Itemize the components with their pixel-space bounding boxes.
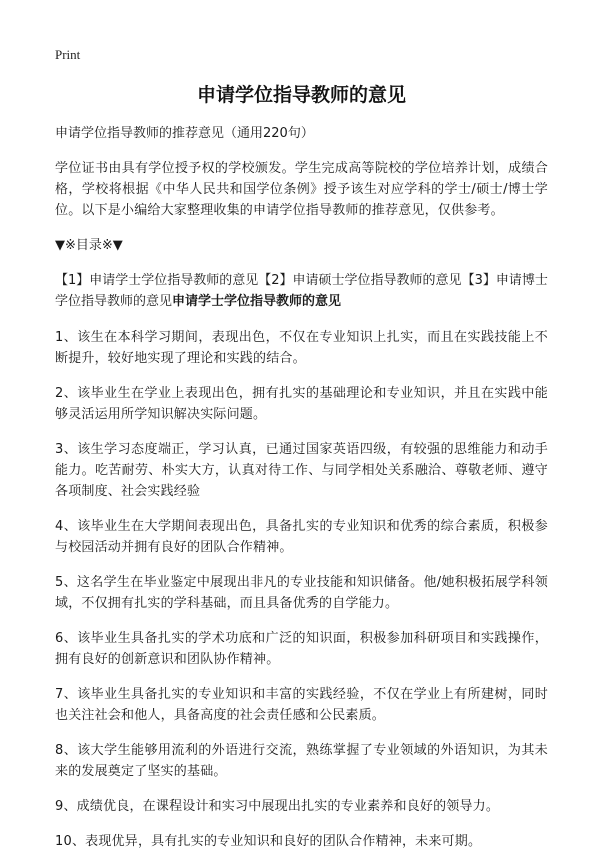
toc-toggle[interactable]: ▼※目录※▼ (55, 238, 123, 253)
list-item: 1、该生在本科学习期间，表现出色，不仅在专业知识上扎实，而且在实践技能上不断提升，较好地实现了理论和实践的结合。 (55, 330, 548, 366)
toc-link-3[interactable]: 【3】申请博士学位指导教师的意见 (55, 273, 548, 309)
page-title: 申请学位指导教师的意见 (196, 84, 406, 106)
list-item: 6、该毕业生具备扎实的学术功底和广泛的知识面，积极参加科研项目和实践操作，拥有良好的创新意识和团队协作精神。 (55, 631, 548, 667)
list-item: 9、成绩优良，在课程设计和实习中展现出扎实的专业素养和良好的领导力。 (55, 799, 500, 814)
list-item: 4、该毕业生在大学期间表现出色，具备扎实的专业知识和优秀的综合素质，积极参与校园活动并拥有良好的团队合作精神。 (55, 519, 548, 555)
subtitle: 申请学位指导教师的推荐意见（通用220句） (55, 126, 314, 141)
list-item: 8、该大学生能够用流利的外语进行交流，熟练掌握了专业领域的外语知识，为其未来的发展奠定了坚实的基础。 (55, 743, 548, 779)
list-item: 7、该毕业生具备扎实的专业知识和丰富的实践经验，不仅在学业上有所建树，同时也关注社会和他人，具备高度的社会责任感和公民素质。 (55, 687, 548, 723)
toc-link-2[interactable]: 【2】申请硕士学位指导教师的意见 (258, 273, 462, 288)
list-item: 5、这名学生在毕业鉴定中展现出非凡的专业技能和知识储备。他/她积极拓展学科领域，不仅拥有扎实的学科基础，而且具备优秀的自学能力。 (55, 575, 548, 611)
list-item: 10、表现优异，具有扎实的专业知识和良好的团队合作精神，未来可期。 (55, 834, 482, 849)
print-link[interactable]: Print (55, 47, 81, 62)
section-heading: 申请学士学位指导教师的意见 (172, 294, 342, 309)
list-item: 2、该毕业生在学业上表现出色，拥有扎实的基础理论和专业知识，并且在实践中能够灵活运用所学知识解决实际问题。 (55, 386, 548, 422)
recommendation-list (55, 327, 548, 852)
list-item: 3、该生学习态度端正，学习认真，已通过国家英语四级，有较强的思维能力和动手能力。吃苦耐劳、朴实大方，认真对待工作、与同学相处关系融洽、尊敬老师、遵守各项制度、社会实践经验 (55, 442, 548, 499)
intro-paragraph: 学位证书由具有学位授予权的学校颁发。学生完成高等院校的学位培养计划，成绩合格，学校将根据《中华人民共和国学位条例》授予该生对应学科的学士/硕士/博士学位。以下是小编给大家整理收集的申请学位指导教师的推荐意见，仅供参考。 (55, 161, 548, 218)
toc-link-1[interactable]: 【1】申请学士学位指导教师的意见 (55, 273, 259, 288)
table-of-contents (55, 270, 548, 312)
